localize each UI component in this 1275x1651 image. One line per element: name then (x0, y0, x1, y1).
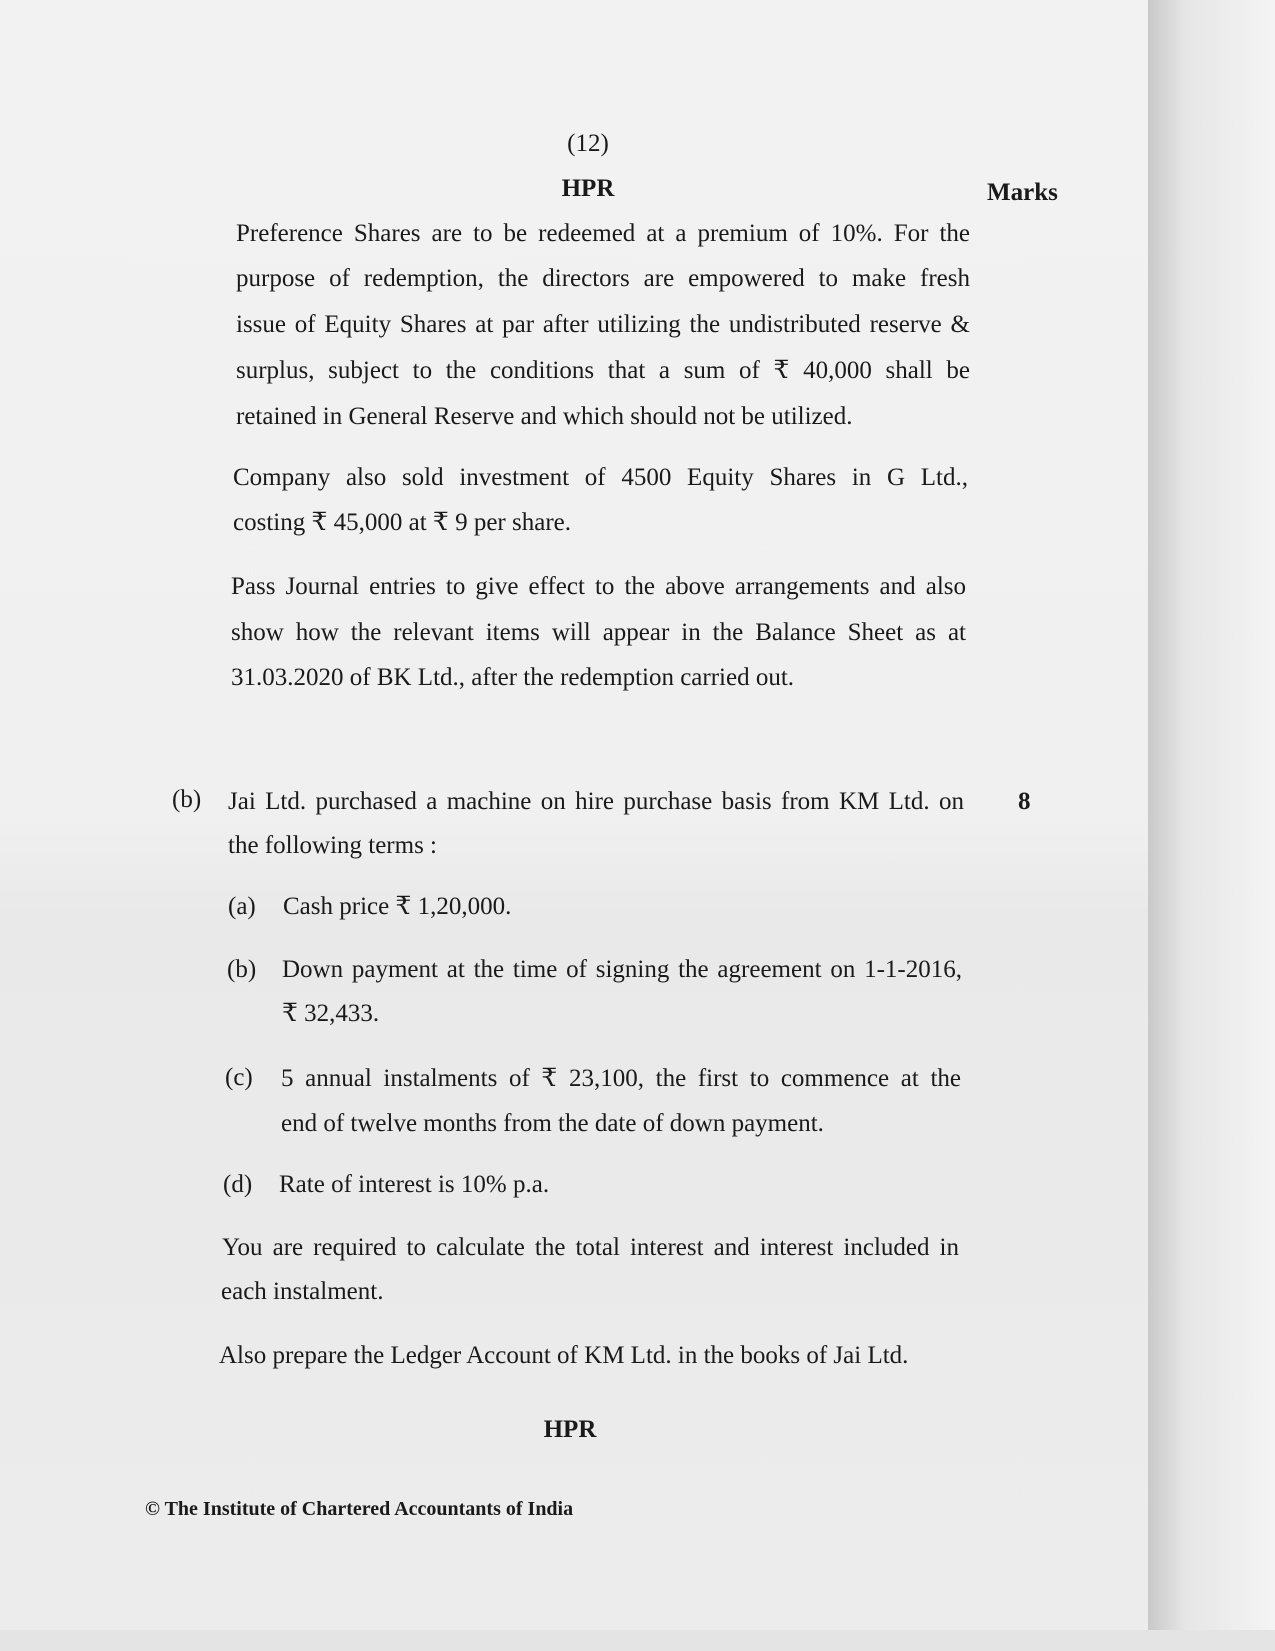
question-b-marks: 8 (1018, 788, 1031, 815)
page-number: (12) (567, 130, 609, 157)
copyright-notice: © The Institute of Chartered Accountants of India (145, 1498, 574, 1520)
question-b-para1-line2: each instalment. (221, 1278, 384, 1305)
scan-bottom-edge (0, 1630, 1275, 1651)
para-a3-line1: Pass Journal entries to give effect to the above arrangements and also (231, 573, 966, 600)
term-d-label: (d) (223, 1171, 253, 1198)
term-c-text-line1: 5 annual instalments of ₹ 23,100, the first to commence at the (281, 1065, 961, 1092)
question-b-para2: Also prepare the Ledger Account of KM Ltd. in the books of Jai Ltd. (219, 1342, 909, 1369)
question-b-para1-line1: You are required to calculate the total interest and interest included in (222, 1234, 959, 1261)
term-a-text: Cash price ₹ 1,20,000. (283, 893, 512, 920)
para-a3-line2: show how the relevant items will appear in the Balance Sheet as at (231, 619, 966, 646)
scan-edge (1148, 0, 1275, 1651)
question-b-intro-line1: Jai Ltd. purchased a machine on hire purchase basis from KM Ltd. on (228, 788, 964, 815)
term-b-text-line1: Down payment at the time of signing the agreement on 1-1-2016, (282, 956, 962, 983)
term-b-label: (b) (227, 956, 257, 983)
para-a2-line2: costing ₹ 45,000 at ₹ 9 per share. (233, 509, 571, 536)
term-c-label: (c) (225, 1064, 253, 1091)
marks-label: Marks (987, 179, 1058, 206)
term-b-text-line2: ₹ 32,433. (282, 1000, 380, 1027)
para-a1-line3: issue of Equity Shares at par after utilizing the undistributed reserve & (236, 311, 970, 338)
para-a2-line1: Company also sold investment of 4500 Equity Shares in G Ltd., (233, 464, 968, 491)
term-d-text: Rate of interest is 10% p.a. (279, 1171, 550, 1198)
para-a3-line3: 31.03.2020 of BK Ltd., after the redemption carried out. (231, 664, 795, 691)
para-a1-line2: purpose of redemption, the directors are empowered to make fresh (236, 265, 970, 292)
question-b-label: (b) (172, 786, 202, 813)
para-a1-line4: surplus, subject to the conditions that a sum of ₹ 40,000 shall be (236, 357, 970, 384)
para-a1-line5: retained in General Reserve and which should not be utilized. (236, 403, 853, 430)
paper-code-bottom: HPR (543, 1416, 597, 1443)
term-c-text-line2: end of twelve months from the date of down payment. (281, 1110, 824, 1137)
term-a-label: (a) (228, 893, 256, 920)
question-b-intro-line2: the following terms : (228, 832, 437, 859)
para-a1-line1: Preference Shares are to be redeemed at a premium of 10%. For the (236, 220, 970, 247)
paper-code-top: HPR (561, 175, 615, 202)
